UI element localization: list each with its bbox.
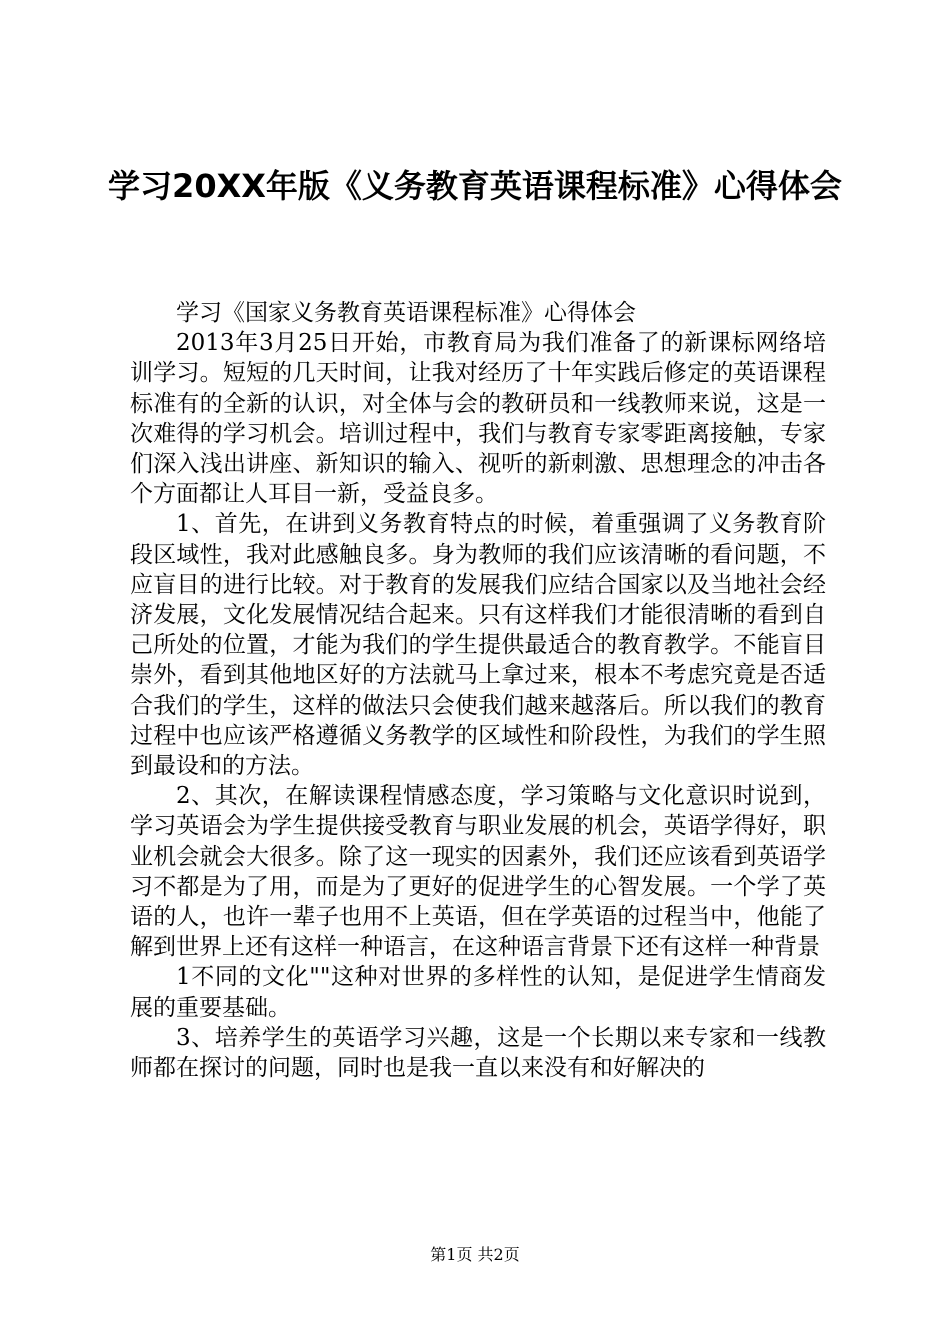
- paragraph-point-3: 3、培养学生的英语学习兴趣，这是一个长期以来专家和一线教师都在探讨的问题，同时也是我一直以来没有和好解决的: [130, 1024, 826, 1082]
- paragraph-intro: 2013年3月25日开始，市教育局为我们准备了的新课标网络培训学习。短短的几天时间，让我对经历了十年实践后修定的英语课程标准有的全新的认识，对全体与会的教研员和一线教师来说，这是一次难得的学习机会。培训过程中，我们与教育专家零距离接触，专家们深入浅出讲座、新知识的输入、视听的新刺激、思想理念的冲击各个方面都让人耳目一新，受益良多。: [130, 330, 826, 508]
- paragraph-point-1: 1、首先，在讲到义务教育特点的时候，着重强调了义务教育阶段区域性，我对此感触良多。身为教师的我们应该清晰的看问题，不应盲目的进行比较。对于教育的发展我们应结合国家以及当地社会经济发展，文化发展情况结合起来。只有这样我们才能很清晰的看到自己所处的位置，才能为我们的学生提供最适合的教育教学。不能盲目崇外，看到其他地区好的方法就马上拿过来，根本不考虑究竟是否适合我们的学生，这样的做法只会使我们越来越落后。所以我们的教育过程中也应该严格遵循义务教学的区域性和阶段性，为我们的学生照到最设和的方法。: [130, 511, 826, 780]
- paragraph-point-2: 2、其次，在解读课程情感态度，学习策略与文化意识时说到，学习英语会为学生提供接受教育与职业发展的机会，英语学得好，职业机会就会大很多。除了这一现实的因素外，我们还应该看到英语学习不都是为了用，而是为了更好的促进学生的心智发展。一个学了英语的人，也许一辈子也用不上英语，但在学英语的过程当中，他能了解到世界上还有这样一种语言，在这种语言背景下还有这样一种背景: [130, 783, 826, 961]
- document-title: 学习20XX年版《义务教育英语课程标准》心得体会: [108, 167, 842, 205]
- page-indicator: 第1页 共2页: [430, 1245, 520, 1264]
- paragraph-subtitle: 学习《国家义务教育英语课程标准》心得体会: [176, 300, 636, 326]
- paragraph-continuation: 1不同的文化""这种对世界的多样性的认知，是促进学生情商发展的重要基础。: [130, 964, 826, 1021]
- document-body: [130, 298, 826, 1083]
